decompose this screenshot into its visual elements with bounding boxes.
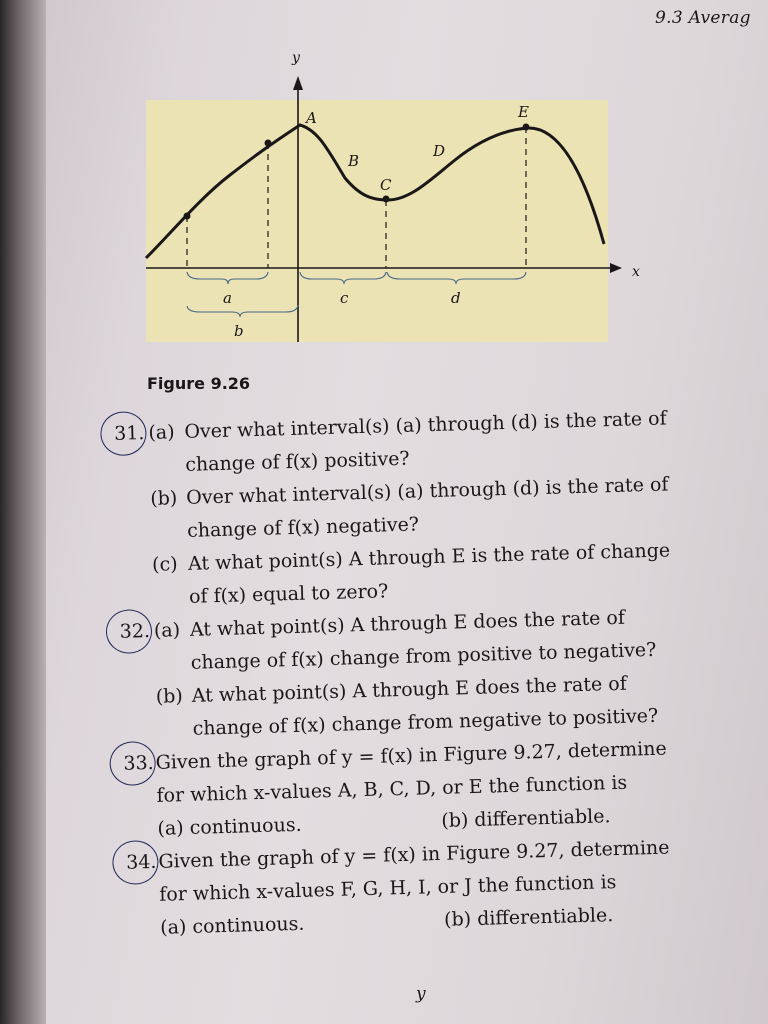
part-label: (b) — [155, 685, 184, 708]
part-label: (c) — [151, 553, 178, 576]
interval-label-a: a — [223, 289, 232, 307]
stem-text: Given the graph of y = f(x) in Figure 9.27, determine — [158, 836, 670, 873]
problem-31 — [110, 400, 751, 616]
problem-list — [110, 400, 760, 946]
interval-label-c: c — [340, 289, 349, 307]
problem-number: 33. — [123, 751, 154, 775]
point-label-e: E — [518, 103, 529, 121]
y-axis-arrow — [293, 76, 303, 90]
stem-text: Given the graph of y = f(x) in Figure 9.27, determine — [155, 737, 668, 774]
problem-32 — [116, 598, 755, 748]
part-text: Over what interval(s) (a) through (d) is the rate of — [185, 473, 669, 509]
y-axis-label: y — [292, 50, 300, 66]
figure-caption: Figure 9.26 — [147, 374, 251, 393]
part-text: change of f(x) negative? — [186, 513, 420, 542]
x-axis-label: x — [632, 264, 640, 280]
x-axis-arrow — [610, 263, 622, 273]
part-text: change of f(x) change from positive to negative? — [190, 638, 657, 674]
part-label: (a) — [148, 421, 175, 444]
option-a: (a) continuous. — [157, 813, 302, 840]
part-text: change of f(x) positive? — [185, 447, 410, 476]
part-text: change of f(x) change from negative to positive? — [192, 704, 659, 740]
dashed-drop-lines — [187, 127, 526, 268]
next-figure-y-label: y — [416, 984, 426, 1004]
interval-label-d: d — [451, 289, 461, 307]
part-text: At what point(s) A through E is the rate of change — [187, 539, 671, 575]
part-label: (a) — [153, 619, 181, 642]
point-label-a: A — [306, 109, 317, 127]
option-a: (a) continuous. — [159, 912, 305, 939]
point-label-c: C — [380, 176, 392, 194]
point-label-b: B — [348, 152, 360, 170]
stem-text: for which x-values F, G, H, I, or J the function is — [159, 871, 617, 906]
problem-number: 31. — [113, 422, 145, 445]
point-label-d: D — [433, 142, 446, 160]
problem-number: 34. — [125, 850, 157, 874]
running-head: 9.3 Averag — [655, 8, 751, 28]
problem-33 — [119, 730, 758, 847]
interval-braces — [187, 272, 526, 317]
stem-text: for which x-values A, B, C, D, or E the function is — [156, 771, 628, 807]
part-text: Over what interval(s) (a) through (d) is the rate of — [184, 407, 667, 443]
problem-34 — [122, 829, 761, 946]
part-text: At what point(s) A through E does the rate of — [191, 672, 627, 707]
option-b: (b) differentiable. — [443, 904, 614, 931]
interval-label-b: b — [234, 322, 244, 340]
function-curve — [146, 125, 604, 258]
part-label: (b) — [149, 487, 178, 510]
option-b: (b) differentiable. — [441, 805, 611, 832]
problem-number: 32. — [119, 619, 151, 643]
part-text: At what point(s) A through E does the rate of — [189, 606, 626, 641]
part-text: of f(x) equal to zero? — [188, 580, 389, 608]
